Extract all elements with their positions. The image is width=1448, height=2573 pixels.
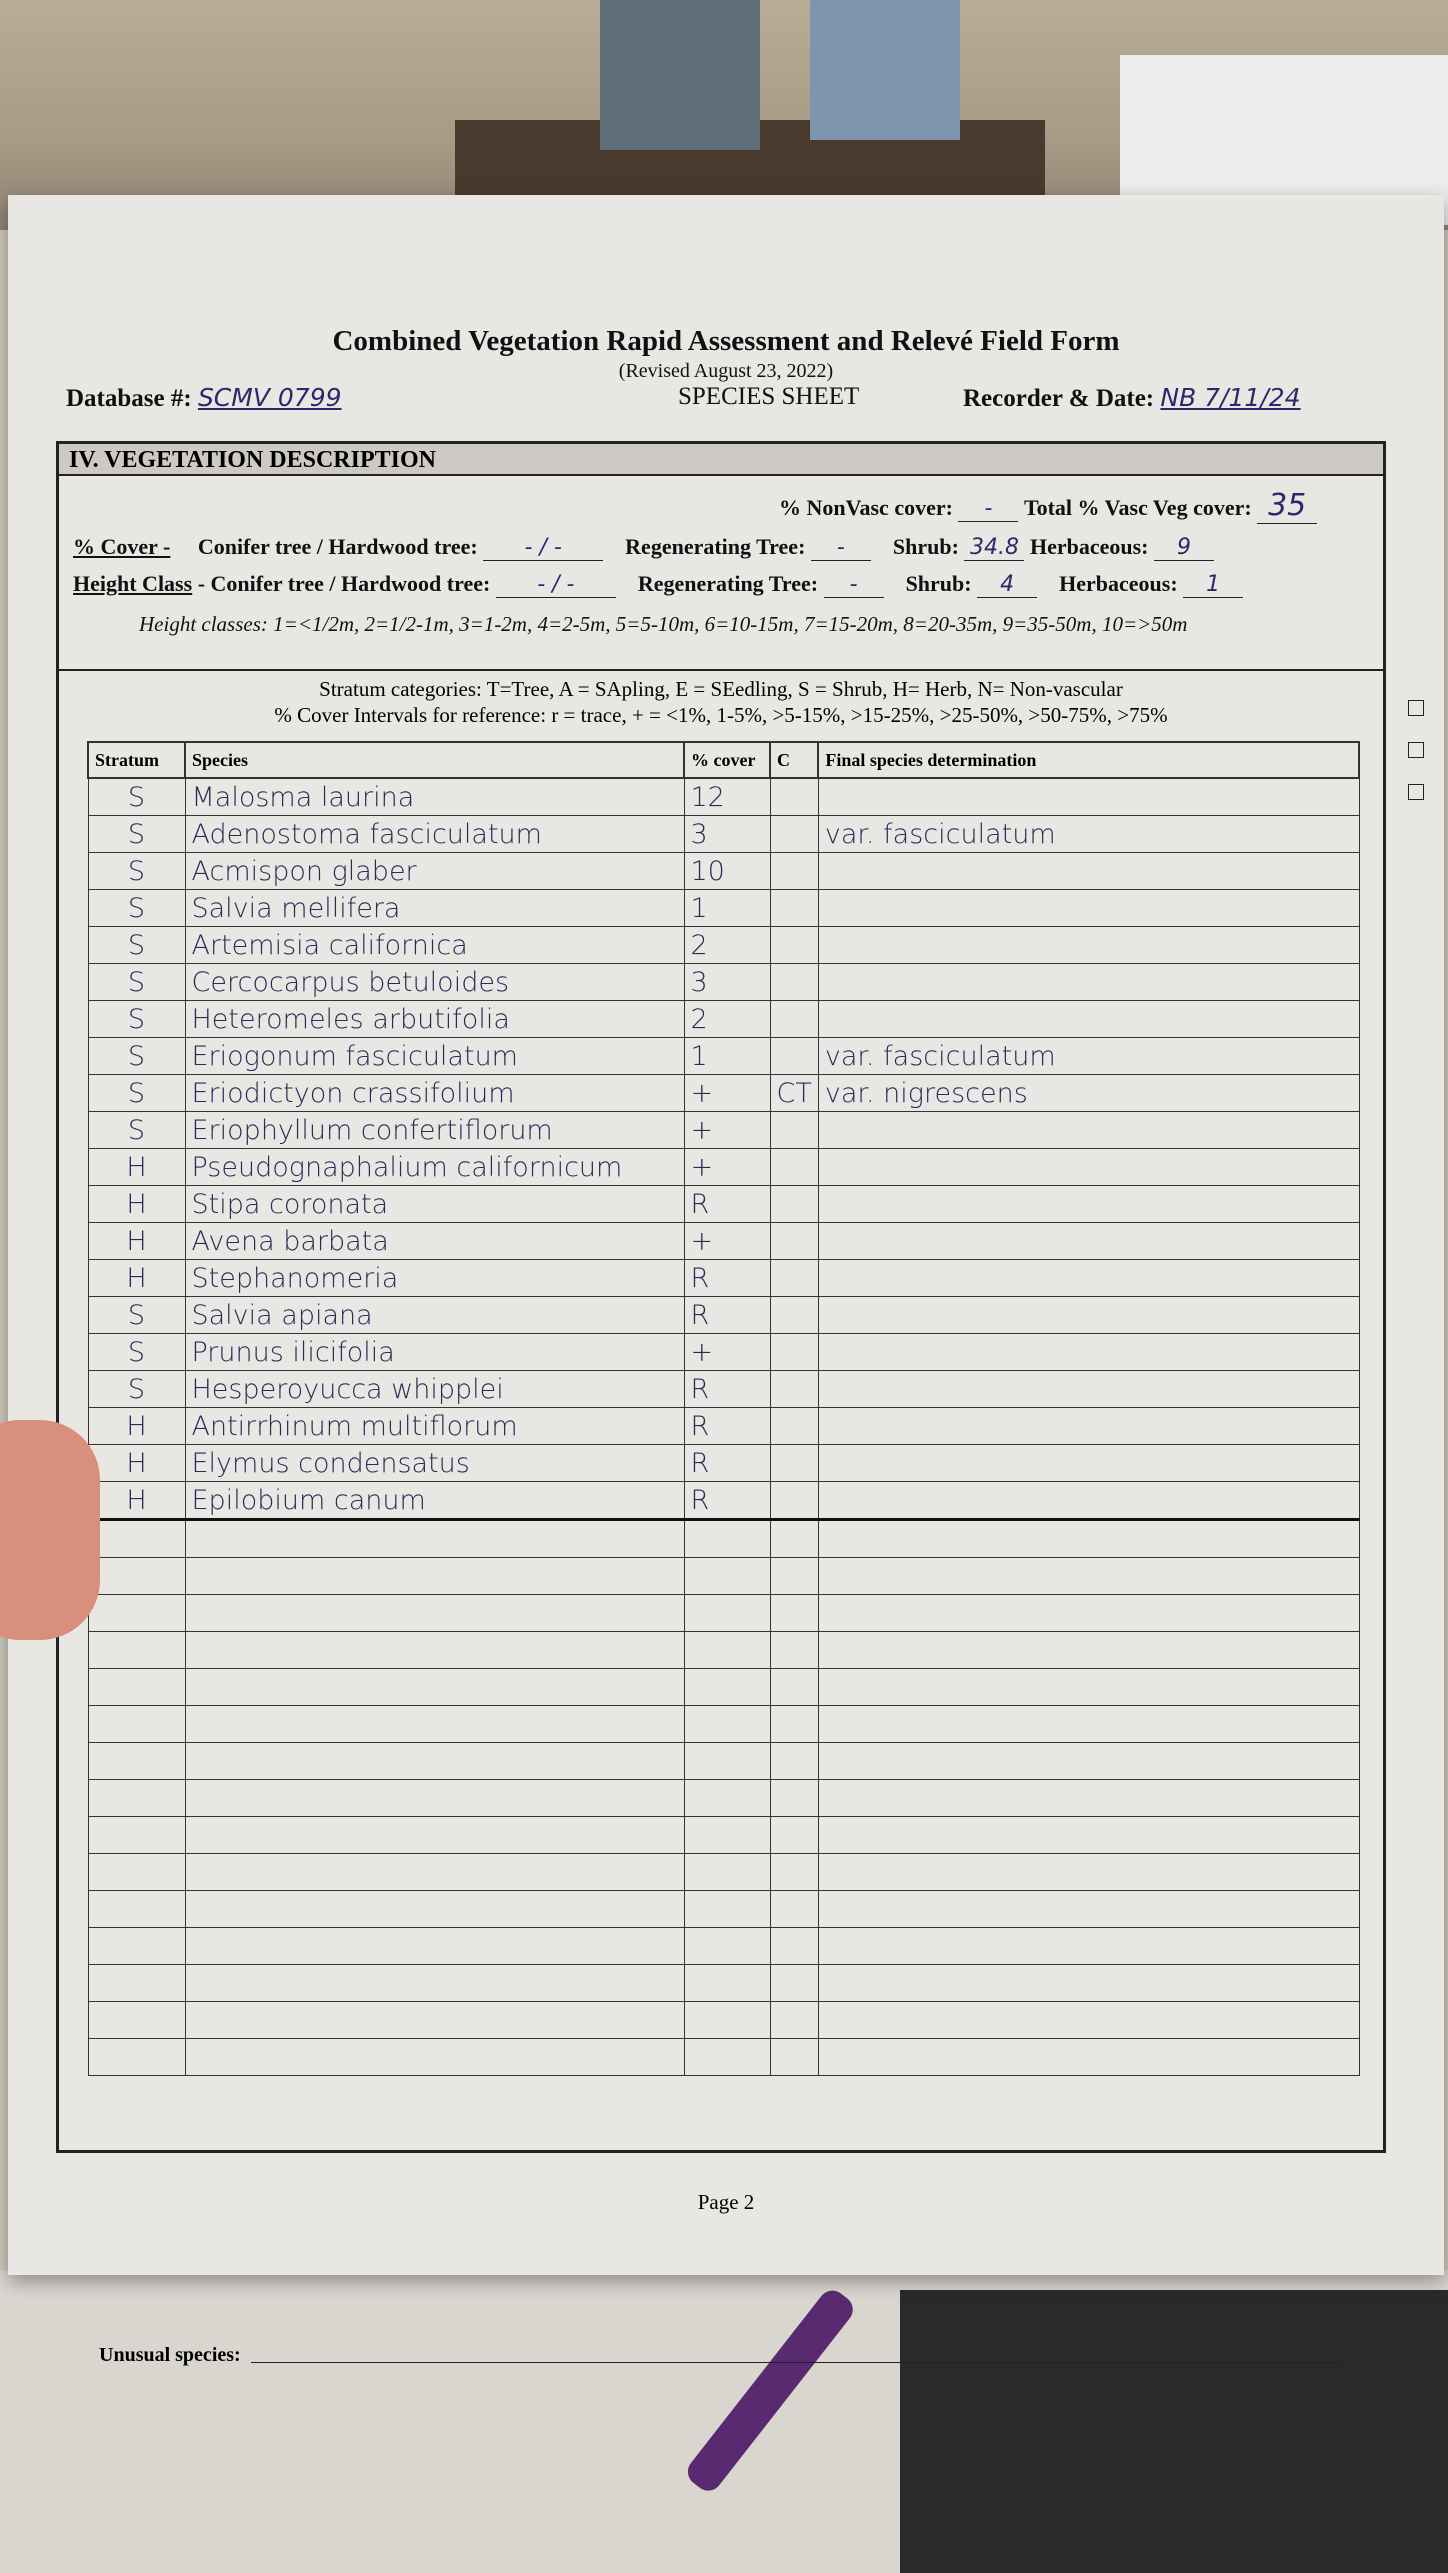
- table-row: [88, 816, 1359, 853]
- c-cell[interactable]: [770, 890, 818, 927]
- cover-cell[interactable]: 3: [684, 964, 770, 1001]
- species-cell[interactable]: Eriodictyon crassifolium: [185, 1075, 684, 1112]
- final-determination-cell[interactable]: [818, 927, 1359, 964]
- stratum-cell[interactable]: H: [88, 1482, 185, 1520]
- species-cell[interactable]: Adenostoma fasciculatum: [185, 816, 684, 853]
- stratum-cell[interactable]: S: [88, 927, 185, 964]
- table-row: [88, 1408, 1359, 1445]
- background-dark-object: [900, 2290, 1448, 2573]
- c-cell[interactable]: [770, 927, 818, 964]
- final-determination-cell[interactable]: [818, 1260, 1359, 1297]
- empty-c-cell[interactable]: [770, 1817, 818, 1854]
- total-vasc-value[interactable]: 35: [1257, 488, 1317, 524]
- stratum-cell[interactable]: S: [88, 1075, 185, 1112]
- cover-cell[interactable]: R: [684, 1297, 770, 1334]
- c-cell[interactable]: [770, 1112, 818, 1149]
- empty-stratum-cell[interactable]: [88, 1928, 185, 1965]
- stratum-cell[interactable]: S: [88, 816, 185, 853]
- empty-stratum-cell[interactable]: [88, 1558, 185, 1595]
- empty-stratum-cell[interactable]: [88, 1520, 185, 1558]
- empty-final-determination-cell[interactable]: [818, 1965, 1359, 2002]
- empty-species-cell[interactable]: [185, 1891, 684, 1928]
- empty-c-cell[interactable]: [770, 1928, 818, 1965]
- section-title: IV. VEGETATION DESCRIPTION: [59, 444, 1383, 476]
- stratum-cell[interactable]: H: [88, 1149, 185, 1186]
- holding-finger: [0, 1420, 100, 1640]
- stratum-legend: [59, 669, 1383, 743]
- c-cell[interactable]: [770, 1038, 818, 1075]
- species-cell[interactable]: Eriophyllum confertiflorum: [185, 1112, 684, 1149]
- empty-stratum-cell[interactable]: [88, 2039, 185, 2076]
- c-cell[interactable]: [770, 778, 818, 816]
- cover-cell[interactable]: R: [684, 1260, 770, 1297]
- stratum-cell[interactable]: H: [88, 1445, 185, 1482]
- recorder-value[interactable]: NB 7/11/24: [1160, 383, 1301, 412]
- height-row: [73, 571, 1243, 598]
- stratum-cell[interactable]: S: [88, 1038, 185, 1075]
- nonvasc-label: % NonVasc cover:: [779, 495, 953, 520]
- stratum-cell[interactable]: H: [88, 1223, 185, 1260]
- empty-table-row: [88, 1780, 1359, 1817]
- species-cell[interactable]: Elymus condensatus: [185, 1445, 684, 1482]
- stratum-cell[interactable]: S: [88, 890, 185, 927]
- empty-c-cell[interactable]: [770, 1595, 818, 1632]
- cover-cell[interactable]: +: [684, 1112, 770, 1149]
- empty-table-row: [88, 1632, 1359, 1669]
- empty-species-cell[interactable]: [185, 2039, 684, 2076]
- empty-stratum-cell[interactable]: [88, 1854, 185, 1891]
- species-sheet-label: SPECIES SHEET: [678, 383, 860, 410]
- table-row: [88, 1112, 1359, 1149]
- empty-stratum-cell[interactable]: [88, 1632, 185, 1669]
- empty-final-determination-cell[interactable]: [818, 1520, 1359, 1558]
- table-row: [88, 1186, 1359, 1223]
- c-cell[interactable]: [770, 1445, 818, 1482]
- cover-intervals: % Cover Intervals for reference: r = trace, + = <1%, 1-5%, >5-15%, >15-25%, >25-50%, >50-75%, >75%: [274, 703, 1168, 727]
- empty-cover-cell[interactable]: [684, 1743, 770, 1780]
- stratum-cell[interactable]: S: [88, 1334, 185, 1371]
- height-label: Height Class: [73, 571, 193, 596]
- species-table: [87, 741, 1360, 2076]
- empty-c-cell[interactable]: [770, 1854, 818, 1891]
- c-cell[interactable]: [770, 1223, 818, 1260]
- table-row: [88, 1075, 1359, 1112]
- empty-c-cell[interactable]: [770, 1965, 818, 2002]
- c-cell[interactable]: [770, 1371, 818, 1408]
- empty-final-determination-cell[interactable]: [818, 1928, 1359, 1965]
- cover-cell[interactable]: +: [684, 1075, 770, 1112]
- cover-regen-label: Regenerating Tree:: [625, 534, 806, 559]
- empty-table-row: [88, 2002, 1359, 2039]
- empty-cover-cell[interactable]: [684, 1891, 770, 1928]
- empty-species-cell[interactable]: [185, 1928, 684, 1965]
- empty-species-cell[interactable]: [185, 1965, 684, 2002]
- final-determination-cell[interactable]: [818, 1186, 1359, 1223]
- empty-c-cell[interactable]: [770, 1520, 818, 1558]
- checkbox[interactable]: [1408, 742, 1424, 758]
- cover-cell[interactable]: 1: [684, 1038, 770, 1075]
- table-row: [88, 927, 1359, 964]
- cover-conifer-label: Conifer tree / Hardwood tree:: [197, 534, 478, 559]
- empty-species-cell[interactable]: [185, 1520, 684, 1558]
- species-cell[interactable]: Prunus ilicifolia: [185, 1334, 684, 1371]
- header-stratum: Stratum: [88, 742, 185, 778]
- empty-table-row: [88, 1817, 1359, 1854]
- final-determination-cell[interactable]: [818, 1001, 1359, 1038]
- recorder-field: [963, 383, 1301, 413]
- table-row: [88, 1149, 1359, 1186]
- background-object: [600, 0, 760, 150]
- empty-c-cell[interactable]: [770, 1891, 818, 1928]
- species-table-body: [88, 778, 1359, 2076]
- final-determination-cell[interactable]: [818, 1445, 1359, 1482]
- height-herb-label: Herbaceous:: [1059, 571, 1178, 596]
- empty-stratum-cell[interactable]: [88, 1743, 185, 1780]
- total-vasc-label: Total % Vasc Veg cover:: [1023, 495, 1252, 520]
- header-c: C: [770, 742, 818, 778]
- stratum-cell[interactable]: S: [88, 1001, 185, 1038]
- empty-table-row: [88, 1558, 1359, 1595]
- stratum-cell[interactable]: H: [88, 1408, 185, 1445]
- page-number: Page 2: [697, 2190, 755, 2214]
- species-cell[interactable]: Stipa coronata: [185, 1186, 684, 1223]
- c-cell[interactable]: [770, 853, 818, 890]
- empty-c-cell[interactable]: [770, 2039, 818, 2076]
- empty-species-cell[interactable]: [185, 1817, 684, 1854]
- stratum-categories: Stratum categories: T=Tree, A = SApling, E = SEedling, S = Shrub, H= Herb, N= Non-vascular: [319, 677, 1123, 701]
- final-determination-cell[interactable]: var. fasciculatum: [818, 1038, 1359, 1075]
- species-cell[interactable]: Eriogonum fasciculatum: [185, 1038, 684, 1075]
- checkbox[interactable]: [1408, 784, 1424, 800]
- height-regen-value[interactable]: -: [824, 572, 884, 598]
- c-cell[interactable]: [770, 1408, 818, 1445]
- checkbox[interactable]: [1408, 700, 1424, 716]
- empty-cover-cell[interactable]: [684, 1854, 770, 1891]
- final-determination-cell[interactable]: [818, 1149, 1359, 1186]
- empty-final-determination-cell[interactable]: [818, 1817, 1359, 1854]
- table-row: [88, 853, 1359, 890]
- species-cell[interactable]: Cercocarpus betuloides: [185, 964, 684, 1001]
- empty-final-determination-cell[interactable]: [818, 2039, 1359, 2076]
- field-form-sheet: [8, 195, 1444, 2366]
- species-cell[interactable]: Salvia mellifera: [185, 890, 684, 927]
- table-row: [88, 890, 1359, 927]
- empty-species-cell[interactable]: [185, 1595, 684, 1632]
- header-final-determination: Final species determination: [818, 742, 1359, 778]
- empty-c-cell[interactable]: [770, 1669, 818, 1706]
- species-cell[interactable]: Heteromeles arbutifolia: [185, 1001, 684, 1038]
- species-cell[interactable]: Avena barbata: [185, 1223, 684, 1260]
- empty-table-row: [88, 1928, 1359, 1965]
- stratum-cell[interactable]: H: [88, 1260, 185, 1297]
- cover-cell[interactable]: R: [684, 1371, 770, 1408]
- c-cell[interactable]: [770, 1334, 818, 1371]
- cover-cell[interactable]: 2: [684, 927, 770, 964]
- cover-cell[interactable]: 12: [684, 778, 770, 816]
- header-species: Species: [185, 742, 684, 778]
- empty-final-determination-cell[interactable]: [818, 1780, 1359, 1817]
- empty-cover-cell[interactable]: [684, 1928, 770, 1965]
- empty-table-row: [88, 1595, 1359, 1632]
- empty-table-row: [88, 1706, 1359, 1743]
- c-cell[interactable]: [770, 964, 818, 1001]
- species-cell[interactable]: Acmispon glaber: [185, 853, 684, 890]
- final-determination-cell[interactable]: [818, 1482, 1359, 1520]
- cover-cell[interactable]: 10: [684, 853, 770, 890]
- empty-c-cell[interactable]: [770, 1632, 818, 1669]
- cover-label: % Cover -: [73, 534, 171, 559]
- empty-cover-cell[interactable]: [684, 2039, 770, 2076]
- table-row: [88, 1334, 1359, 1371]
- empty-species-cell[interactable]: [185, 1706, 684, 1743]
- height-classes-legend: Height classes: 1=<1/2m, 2=1/2-1m, 3=1-2m, 4=2-5m, 5=5-10m, 6=10-15m, 7=15-20m, 8=20-35m, 9=35-50m, 10=>50m: [139, 612, 1188, 636]
- cover-cell[interactable]: R: [684, 1482, 770, 1520]
- stratum-cell[interactable]: S: [88, 1371, 185, 1408]
- cover-cell[interactable]: 2: [684, 1001, 770, 1038]
- empty-table-row: [88, 1854, 1359, 1891]
- final-determination-cell[interactable]: var. nigrescens: [818, 1075, 1359, 1112]
- empty-table-row: [88, 1891, 1359, 1928]
- empty-stratum-cell[interactable]: [88, 1706, 185, 1743]
- empty-cover-cell[interactable]: [684, 1558, 770, 1595]
- height-regen-label: Regenerating Tree:: [637, 571, 819, 596]
- cover-cell[interactable]: +: [684, 1223, 770, 1260]
- database-field: [66, 383, 342, 413]
- form-revision: (Revised August 23, 2022): [618, 360, 834, 382]
- cover-cell[interactable]: R: [684, 1408, 770, 1445]
- empty-cover-cell[interactable]: [684, 1817, 770, 1854]
- form-title: Combined Vegetation Rapid Assessment and Relevé Field Form: [332, 325, 1120, 357]
- database-value[interactable]: SCMV 0799: [197, 383, 342, 412]
- final-determination-cell[interactable]: [818, 1112, 1359, 1149]
- c-cell[interactable]: [770, 1149, 818, 1186]
- final-determination-cell[interactable]: var. fasciculatum: [818, 816, 1359, 853]
- final-determination-cell[interactable]: [818, 1223, 1359, 1260]
- empty-final-determination-cell[interactable]: [818, 1558, 1359, 1595]
- height-conifer-label: - Conifer tree / Hardwood tree:: [197, 571, 491, 596]
- final-determination-cell[interactable]: [818, 1334, 1359, 1371]
- species-cell[interactable]: Antirrhinum multiflorum: [185, 1408, 684, 1445]
- cover-herb-label: Herbaceous:: [1029, 534, 1149, 559]
- cover-cell[interactable]: 3: [684, 816, 770, 853]
- empty-stratum-cell[interactable]: [88, 1965, 185, 2002]
- c-cell[interactable]: [770, 816, 818, 853]
- empty-stratum-cell[interactable]: [88, 1669, 185, 1706]
- empty-final-determination-cell[interactable]: [818, 1669, 1359, 1706]
- final-determination-cell[interactable]: [818, 1371, 1359, 1408]
- empty-cover-cell[interactable]: [684, 1965, 770, 2002]
- final-determination-cell[interactable]: [818, 890, 1359, 927]
- cover-cell[interactable]: R: [684, 1445, 770, 1482]
- height-herb-value[interactable]: 1: [1183, 572, 1243, 598]
- species-table-header: [88, 742, 1359, 778]
- cover-herb-value[interactable]: 9: [1154, 535, 1214, 561]
- unusual-species-label: Unusual species:: [99, 2344, 241, 2366]
- empty-cover-cell[interactable]: [684, 1632, 770, 1669]
- table-row: [88, 1001, 1359, 1038]
- table-row: [88, 1445, 1359, 1482]
- empty-table-row: [88, 1669, 1359, 1706]
- table-row: [88, 778, 1359, 816]
- cover-regen-value[interactable]: -: [811, 535, 871, 561]
- empty-final-determination-cell[interactable]: [818, 1706, 1359, 1743]
- species-cell[interactable]: Artemisia californica: [185, 927, 684, 964]
- empty-species-cell[interactable]: [185, 1780, 684, 1817]
- cover-shrub-label: Shrub:: [892, 534, 959, 559]
- stratum-cell[interactable]: S: [88, 964, 185, 1001]
- c-cell[interactable]: [770, 1297, 818, 1334]
- height-shrub-value[interactable]: 4: [977, 572, 1037, 598]
- table-row: [88, 1371, 1359, 1408]
- empty-c-cell[interactable]: [770, 1780, 818, 1817]
- table-row: [88, 1260, 1359, 1297]
- empty-species-cell[interactable]: [185, 1632, 684, 1669]
- final-determination-cell[interactable]: [818, 1297, 1359, 1334]
- empty-c-cell[interactable]: [770, 1558, 818, 1595]
- final-determination-cell[interactable]: [818, 1408, 1359, 1445]
- empty-species-cell[interactable]: [185, 1558, 684, 1595]
- stratum-cell[interactable]: H: [88, 1186, 185, 1223]
- c-cell[interactable]: [770, 1001, 818, 1038]
- species-cell[interactable]: Pseudognaphalium californicum: [185, 1149, 684, 1186]
- margin-checkboxes: [1408, 700, 1424, 826]
- species-cell[interactable]: Epilobium canum: [185, 1482, 684, 1520]
- c-cell[interactable]: CT: [770, 1075, 818, 1112]
- cover-cell[interactable]: 1: [684, 890, 770, 927]
- c-cell[interactable]: [770, 1482, 818, 1520]
- stratum-cell[interactable]: S: [88, 853, 185, 890]
- c-cell[interactable]: [770, 1186, 818, 1223]
- cover-row: [73, 534, 1214, 561]
- stratum-cell[interactable]: S: [88, 1112, 185, 1149]
- table-row: [88, 1038, 1359, 1075]
- empty-final-determination-cell[interactable]: [818, 2002, 1359, 2039]
- species-cell[interactable]: Malosma laurina: [185, 778, 684, 816]
- table-row: [88, 1297, 1359, 1334]
- empty-species-cell[interactable]: [185, 1854, 684, 1891]
- empty-final-determination-cell[interactable]: [818, 1854, 1359, 1891]
- empty-cover-cell[interactable]: [684, 1706, 770, 1743]
- empty-stratum-cell[interactable]: [88, 1891, 185, 1928]
- cover-conifer-value[interactable]: - / -: [483, 535, 603, 561]
- nonvasc-value[interactable]: -: [958, 496, 1018, 522]
- table-row: [88, 1223, 1359, 1260]
- species-cell[interactable]: Stephanomeria: [185, 1260, 684, 1297]
- cover-cell[interactable]: +: [684, 1334, 770, 1371]
- unusual-species-field[interactable]: [251, 2362, 1341, 2363]
- empty-cover-cell[interactable]: [684, 1595, 770, 1632]
- recorder-label: Recorder & Date:: [963, 385, 1155, 412]
- final-determination-cell[interactable]: [818, 778, 1359, 816]
- species-cell[interactable]: Hesperoyucca whipplei: [185, 1371, 684, 1408]
- header-cover: % cover: [684, 742, 770, 778]
- empty-final-determination-cell[interactable]: [818, 1891, 1359, 1928]
- empty-table-row: [88, 1965, 1359, 2002]
- empty-species-cell[interactable]: [185, 2002, 684, 2039]
- empty-cover-cell[interactable]: [684, 1520, 770, 1558]
- empty-stratum-cell[interactable]: [88, 1595, 185, 1632]
- empty-cover-cell[interactable]: [684, 1780, 770, 1817]
- empty-species-cell[interactable]: [185, 1743, 684, 1780]
- empty-final-determination-cell[interactable]: [818, 1595, 1359, 1632]
- database-label: Database #:: [66, 385, 192, 412]
- table-row: [88, 1482, 1359, 1520]
- final-determination-cell[interactable]: [818, 853, 1359, 890]
- cover-cell[interactable]: +: [684, 1149, 770, 1186]
- empty-species-cell[interactable]: [185, 1669, 684, 1706]
- stratum-cell[interactable]: S: [88, 1297, 185, 1334]
- empty-table-row: [88, 2039, 1359, 2076]
- height-shrub-label: Shrub:: [905, 571, 972, 596]
- empty-c-cell[interactable]: [770, 1706, 818, 1743]
- cover-cell[interactable]: R: [684, 1186, 770, 1223]
- table-row: [88, 964, 1359, 1001]
- empty-table-row: [88, 1520, 1359, 1558]
- empty-table-row: [88, 1743, 1359, 1780]
- empty-final-determination-cell[interactable]: [818, 1632, 1359, 1669]
- cover-shrub-value[interactable]: 34.8: [964, 535, 1024, 561]
- stratum-cell[interactable]: S: [88, 778, 185, 816]
- empty-cover-cell[interactable]: [684, 2002, 770, 2039]
- height-conifer-value[interactable]: - / -: [496, 572, 616, 598]
- empty-stratum-cell[interactable]: [88, 2002, 185, 2039]
- final-determination-cell[interactable]: [818, 964, 1359, 1001]
- empty-c-cell[interactable]: [770, 1743, 818, 1780]
- empty-stratum-cell[interactable]: [88, 1817, 185, 1854]
- species-cell[interactable]: Salvia apiana: [185, 1297, 684, 1334]
- empty-final-determination-cell[interactable]: [818, 1743, 1359, 1780]
- cover-totals-row: [779, 488, 1317, 524]
- background-object: [810, 0, 960, 140]
- c-cell[interactable]: [770, 1260, 818, 1297]
- empty-stratum-cell[interactable]: [88, 1780, 185, 1817]
- empty-cover-cell[interactable]: [684, 1669, 770, 1706]
- empty-c-cell[interactable]: [770, 2002, 818, 2039]
